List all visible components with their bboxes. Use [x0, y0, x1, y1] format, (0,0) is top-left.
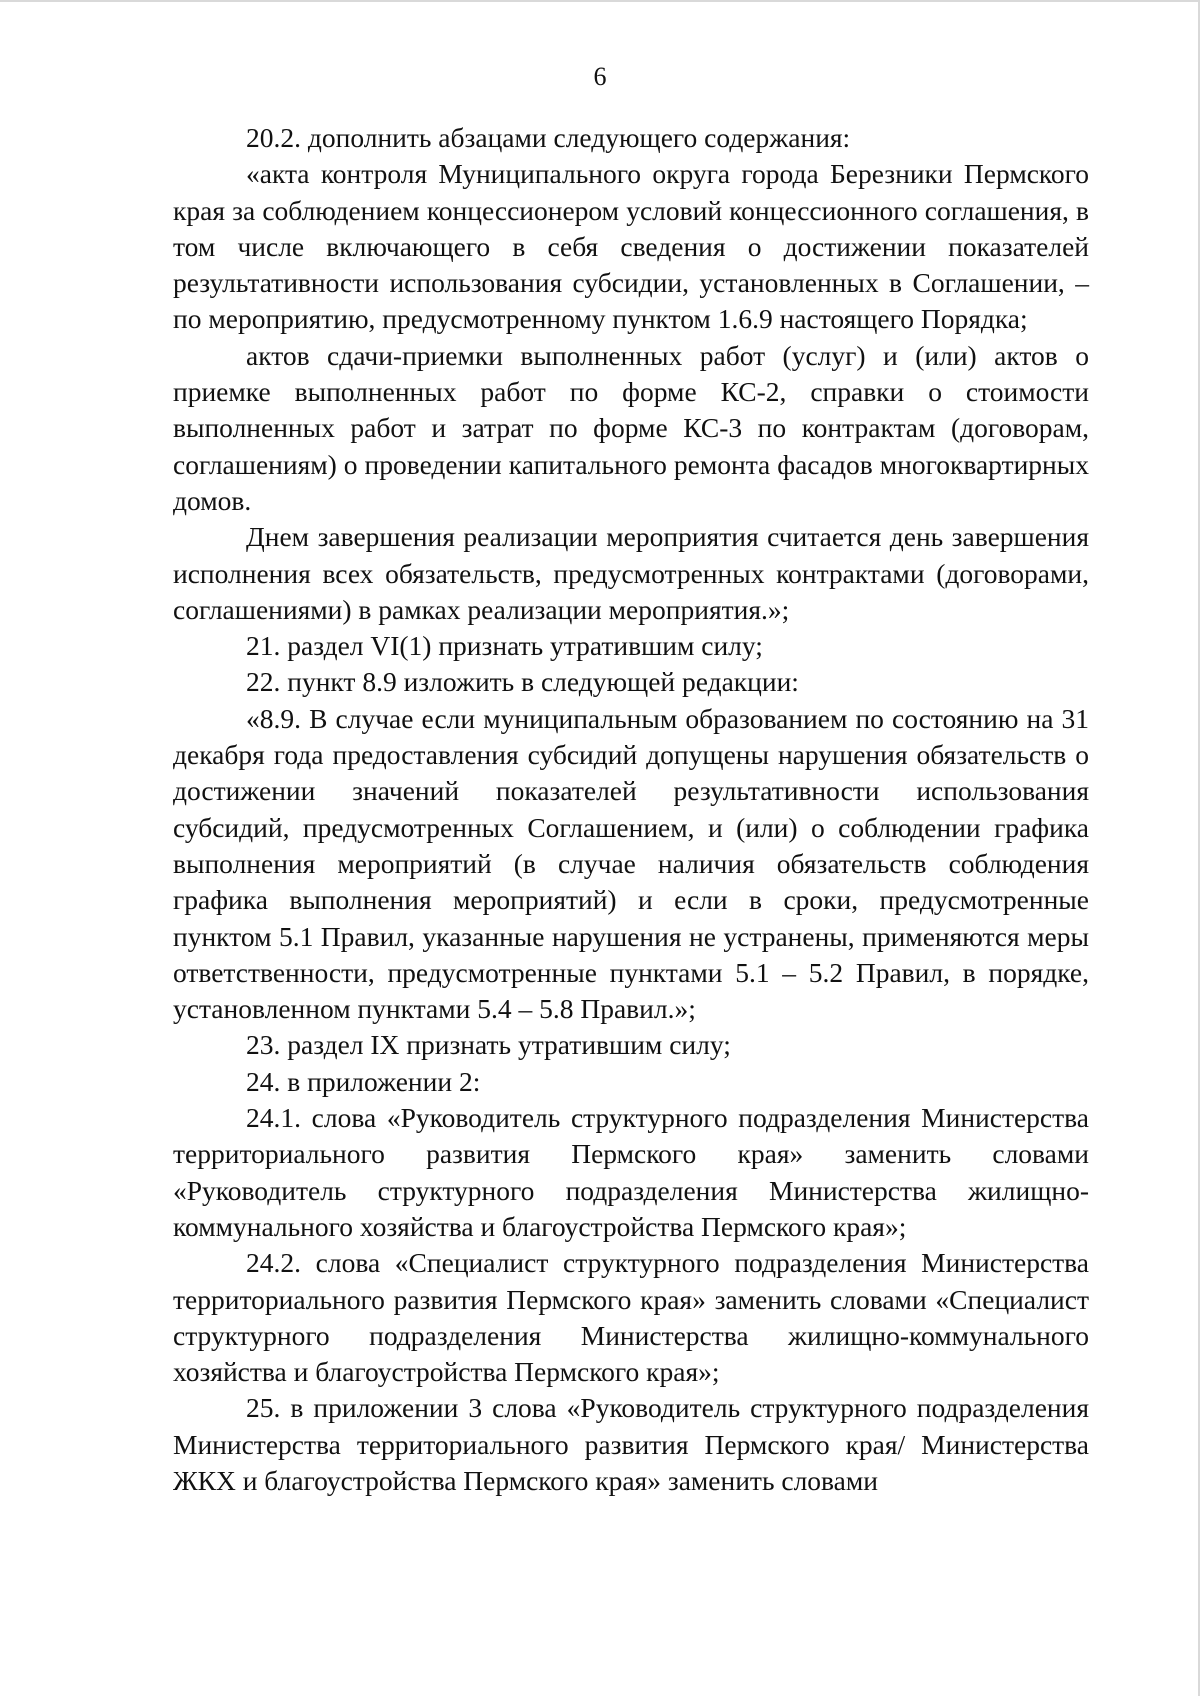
scan-edge-top	[0, 0, 1200, 2]
paragraph-23: 23. раздел IX признать утратившим силу;	[246, 1029, 731, 1061]
paragraph-25: 25. в приложении 3 слова «Руководитель структурного подразделения Министерства территориального развития Пермского края/ Министерства ЖКХ и благоустройства Пермского края» заменить словами	[173, 1392, 1089, 1496]
paragraph-21: 21. раздел VI(1) признать утратившим силу;	[246, 630, 763, 662]
paragraph-acts-acceptance: актов сдачи-приемки выполненных работ (услуг) и (или) актов о приемке выполненных работ по форме КС-2, справки о стоимости выполненных работ и затрат по форме КС-3 по контрактам (договорам, соглашениям) о проведении капитального ремонта фасадов многоквартирных домов.	[173, 339, 1089, 516]
paragraph-completion-day: Днем завершения реализации мероприятия считается день завершения исполнения всех обязательств, предусмотренных контрактами (договорами, соглашениями) в рамках реализации мероприятия.»;	[173, 521, 1089, 625]
page-number: 6	[593, 62, 607, 91]
paragraph-8-9: «8.9. В случае если муниципальным образованием по состоянию на 31 декабря года предоставления субсидий допущены нарушения обязательств о достижении значений показателей результативности использования субсидий, предусмотренных Соглашением, и (или) о соблюдении графика выполнения мероприятий (в случае наличия обязательств соблюдения графика выполнения мероприятий) и если в сроки, предусмотренные пунктом 5.1 Правил, указанные нарушения не устранены, применяются меры ответственности, предусмотренные пунктами 5.1 – 5.2 Правил, в порядке, установленном пунктами 5.4 – 5.8 Правил.»;	[173, 702, 1089, 1025]
paragraph-24-2: 24.2. слова «Специалист структурного подразделения Министерства территориального развития Пермского края» заменить словами «Специалист структурного подразделения Министерства жилищно-коммунального хозяйства и благоустройства Пермского края»;	[173, 1247, 1089, 1388]
paragraph-24: 24. в приложении 2:	[246, 1065, 481, 1097]
paragraph-24-1: 24.1. слова «Руководитель структурного подразделения Министерства территориального развития Пермского края» заменить словами «Руководитель структурного подразделения Министерства жилищно-коммунального хозяйства и благоустройства Пермского края»;	[173, 1102, 1089, 1242]
document-body	[173, 120, 1089, 1499]
paragraph-act-control: «акта контроля Муниципального округа города Березники Пермского края за соблюдением концессионером условий концессионного соглашения, в том числе включающего в себя сведения о достижении показателей результативности использования субсидии, установленных в Соглашении, – по мероприятию, предусмотренному пунктом 1.6.9 настоящего Порядка;	[173, 158, 1089, 335]
paragraph-22: 22. пункт 8.9 изложить в следующей редакции:	[246, 666, 799, 698]
paragraph-20-2: 20.2. дополнить абзацами следующего содержания:	[246, 122, 851, 153]
